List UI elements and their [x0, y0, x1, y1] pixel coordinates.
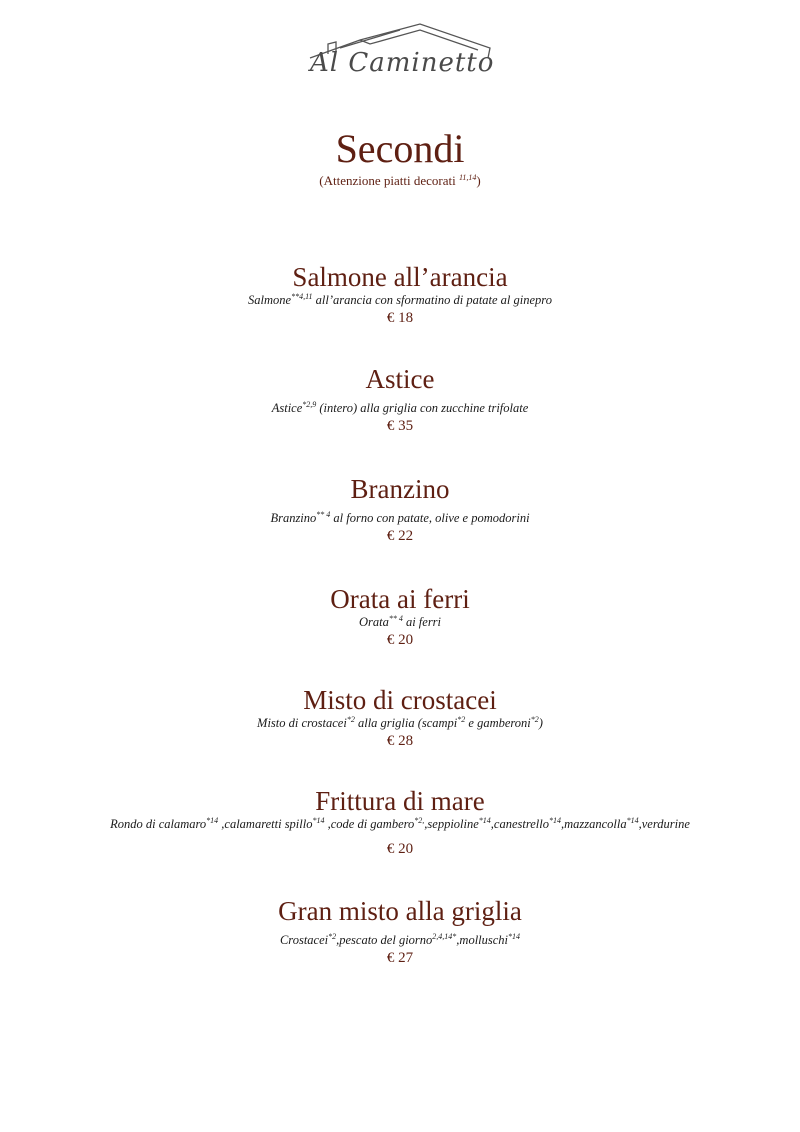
description-text: e gamberoni [465, 716, 531, 730]
description-text: ,pescato del giorno [336, 933, 433, 947]
allergen-superscript: *2 [530, 715, 539, 724]
logo-text: Al Caminetto [310, 48, 495, 78]
dish-description [0, 932, 800, 949]
description-text: Branzino [270, 511, 317, 525]
dish-price: € 20 [386, 632, 414, 648]
description-text: ,verdurine [638, 817, 690, 831]
description-text: al forno con patate, olive e pomodorini [330, 511, 530, 525]
dish-price: € 35 [386, 418, 414, 434]
restaurant-logo [300, 18, 500, 98]
dish-description [0, 292, 800, 309]
dish-description [0, 510, 800, 527]
allergen-superscript: *2 [457, 715, 466, 724]
description-text: Orata [358, 615, 389, 629]
note-prefix: (Attenzione piatti decorati [319, 173, 459, 188]
allergen-superscript: ** 4 [388, 614, 403, 623]
description-text: Misto di crostacei [257, 716, 347, 730]
dish-description [0, 614, 800, 631]
dish-name: Gran misto alla griglia [278, 896, 522, 926]
allergen-superscript: *14 [206, 816, 219, 825]
dish-price: € 20 [386, 841, 414, 857]
dish-name: Salmone all’arancia [292, 262, 508, 292]
allergen-superscript: *2, [414, 816, 425, 825]
description-text: ,mazzancolla [561, 817, 627, 831]
note-superscript: 11,14 [458, 173, 477, 182]
description-text: ,seppioline [424, 817, 479, 831]
description-text: (intero) alla griglia con zucchine trifolate [316, 401, 529, 415]
allergen-superscript: ** 4 [316, 510, 331, 519]
dish-name: Frittura di mare [315, 786, 485, 816]
menu-item [0, 262, 800, 328]
description-text: Astice [271, 401, 303, 415]
dish-name: Misto di crostacei [303, 685, 497, 715]
menu-item [0, 474, 800, 546]
allergen-superscript: *14 [508, 932, 521, 941]
description-text: ,calamaretti spillo [218, 817, 313, 831]
description-text: alla griglia (scampi [354, 716, 458, 730]
menu-item [0, 685, 800, 751]
note-suffix: ) [476, 173, 481, 188]
dish-name: Astice [365, 364, 435, 394]
dish-name: Orata ai ferri [330, 584, 470, 614]
allergen-superscript: *14 [478, 816, 491, 825]
menu-item [0, 584, 800, 650]
allergen-superscript: *14 [312, 816, 325, 825]
allergen-superscript: 2,4,14* [432, 932, 457, 941]
dish-price: € 22 [386, 528, 414, 544]
allergen-note [0, 172, 800, 190]
dish-name: Branzino [350, 474, 450, 504]
dish-price: € 28 [386, 733, 414, 749]
allergen-superscript: *14 [549, 816, 561, 825]
menu-item [0, 896, 800, 968]
dish-description [0, 715, 800, 732]
menu-item [0, 786, 800, 859]
allergen-superscript: *14 [626, 816, 639, 825]
dish-description [0, 400, 800, 417]
dish-price: € 18 [386, 310, 414, 326]
dish-price: € 27 [386, 950, 414, 966]
description-text: ) [538, 716, 543, 730]
allergen-superscript: **4,11 [291, 292, 313, 301]
allergen-superscript: *2 [328, 932, 337, 941]
menu-item [0, 364, 800, 436]
description-text: Rondo di calamaro [110, 817, 207, 831]
allergen-superscript: *2 [346, 715, 355, 724]
description-text: Salmone [248, 293, 292, 307]
description-text: ,code di gambero [324, 817, 415, 831]
page-title: Secondi [335, 126, 465, 171]
allergen-superscript: *2,9 [302, 400, 317, 409]
description-text: ai ferri [402, 615, 442, 629]
description-text: ,canestrello [490, 817, 549, 831]
description-text: all’arancia con sformatino di patate al ginepro [312, 293, 552, 307]
description-text: ,molluschi [456, 933, 509, 947]
description-text: Crostacei [279, 933, 329, 947]
dish-description [0, 816, 800, 833]
